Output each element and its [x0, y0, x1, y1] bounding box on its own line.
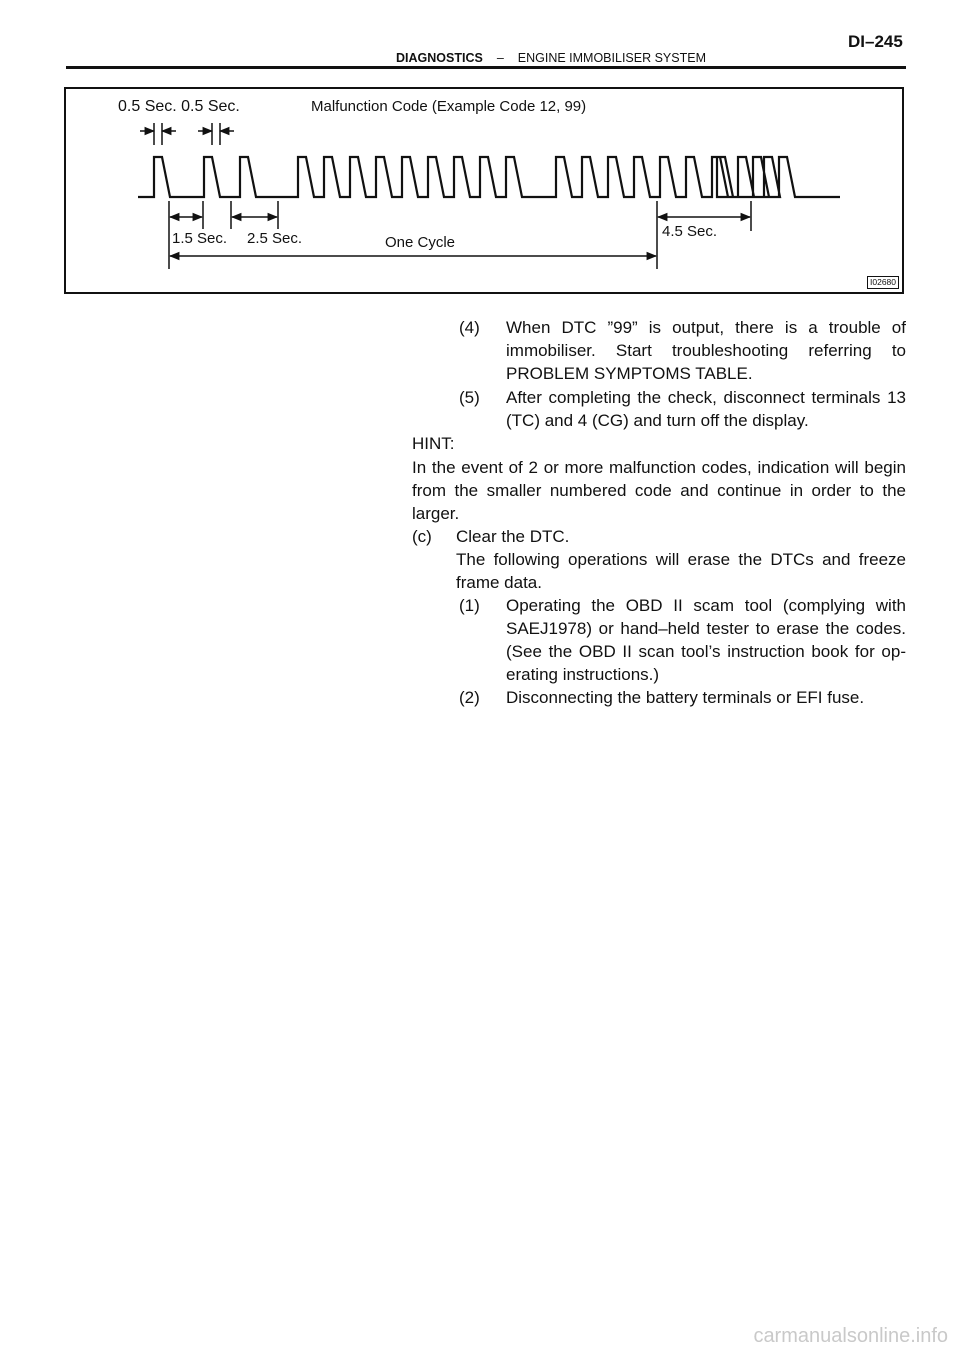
operation-1-line: erating instructions.) [506, 665, 660, 684]
step-c-line: frame data. [456, 573, 542, 592]
operation-1-line: Operating the OBD II scam tool (complying with [506, 596, 906, 615]
header-rule [66, 66, 906, 69]
step-c-number: (c) [412, 527, 432, 546]
one-cycle-label: One Cycle [385, 234, 456, 251]
timing-waveform [66, 89, 902, 292]
page-number: DI–245 [848, 32, 903, 51]
step-5-line: (TC) and 4 (CG) and turn off the display. [506, 411, 809, 430]
step-4-text [506, 316, 906, 385]
operation-1-text [506, 594, 906, 686]
timing-diagram [64, 87, 904, 294]
hint-label: HINT: [412, 434, 455, 453]
pulse-waveform [138, 157, 840, 197]
step-5-text [506, 386, 906, 432]
pulse-width-label: 0.5 Sec. 0.5 Sec. [118, 98, 240, 115]
step-4-line: immobiliser. Start troubleshooting referring to [506, 341, 906, 360]
step-c-line: The following operations will erase the DTCs and freeze [456, 550, 906, 569]
operation-1-number: (1) [459, 596, 480, 615]
step-4-line: When DTC ”99” is output, there is a trouble of [506, 318, 906, 337]
step-5-line: After completing the check, disconnect terminals 13 [506, 388, 906, 407]
hint-text [412, 456, 906, 525]
interval-25-label: 2.5 Sec. [247, 230, 303, 247]
operation-1-line: (See the OBD II scan tool’s instruction book for op- [506, 642, 906, 661]
operation-1-line: SAEJ1978) or hand–held tester to erase the codes. [506, 619, 906, 638]
hint-line: larger. [412, 504, 460, 523]
header-separator: – [496, 51, 504, 65]
operation-2-text: Disconnecting the battery terminals or EFI fuse. [506, 688, 865, 707]
hint-line: from the smaller numbered code and continue in order to the [412, 481, 906, 500]
hint-line: In the event of 2 or more malfunction codes, indication will begin [412, 458, 906, 477]
step-c-text [456, 548, 906, 594]
operation-2-number: (2) [459, 688, 480, 707]
watermark: carmanualsonline.info [753, 1325, 948, 1347]
step-4-line: PROBLEM SYMPTOMS TABLE. [506, 364, 753, 383]
header-subsection: ENGINE IMMOBILISER SYSTEM [517, 51, 706, 65]
step-5-number: (5) [459, 388, 480, 407]
step-4-number: (4) [459, 318, 480, 337]
step-c-title: Clear the DTC. [456, 527, 570, 546]
running-header [396, 51, 706, 65]
figure-title: Malfunction Code (Example Code 12, 99) [311, 98, 587, 115]
interval-15-label: 1.5 Sec. [172, 230, 228, 247]
header-section: DIAGNOSTICS [396, 51, 483, 65]
figure-code: I02680 [867, 276, 899, 289]
interval-45-label: 4.5 Sec. [662, 223, 718, 240]
